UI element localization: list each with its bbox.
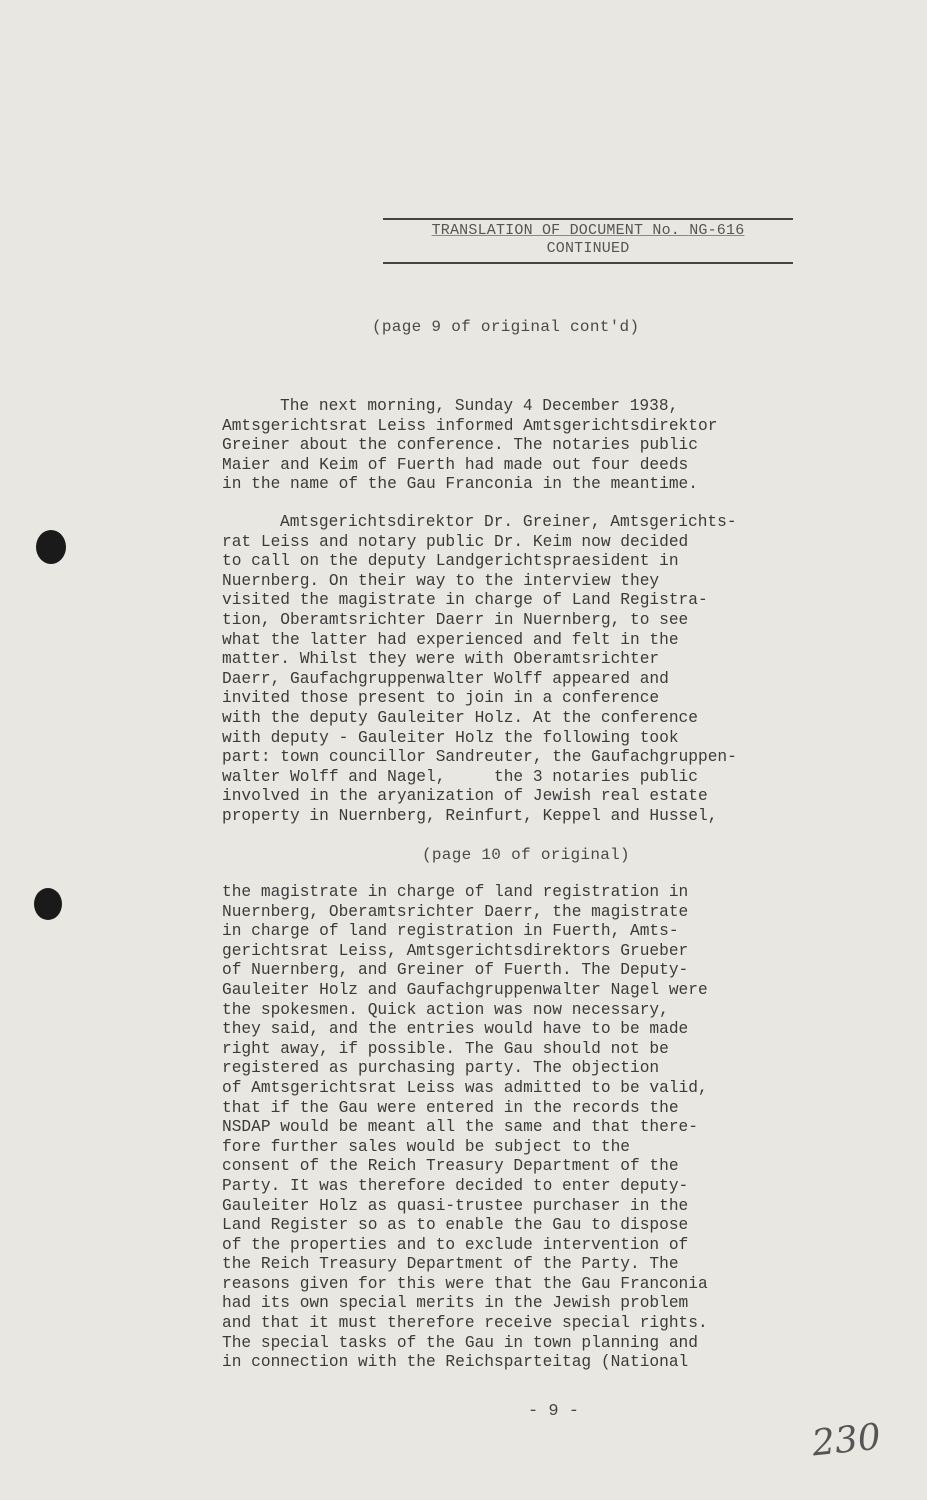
paragraph-line: of the properties and to exclude intervention of bbox=[222, 1235, 689, 1254]
paragraph-line: Nuernberg. On their way to the interview they bbox=[222, 571, 660, 590]
paragraph-line: registered as purchasing party. The objection bbox=[222, 1059, 660, 1078]
paragraph-line: fore further sales would be subject to the bbox=[222, 1137, 630, 1156]
title-line-2: CONTINUED bbox=[383, 240, 793, 264]
paragraph-line: they said, and the entries would have to be made bbox=[222, 1020, 689, 1039]
paragraph-line: in the name of the Gau Franconia in the meantime. bbox=[222, 475, 698, 494]
punch-hole-bottom bbox=[34, 888, 62, 920]
paragraph-line: property in Nuernberg, Reinfurt, Keppel and Hussel, bbox=[222, 806, 718, 825]
paragraph-line: Amtsgerichtsdirektor Dr. Greiner, Amtsgerichts- bbox=[280, 513, 737, 531]
paragraph-line: had its own special merits in the Jewish problem bbox=[222, 1294, 689, 1313]
paragraph-line: the Reich Treasury Department of the Party. The bbox=[222, 1255, 679, 1274]
paragraph-line: Nuernberg, Oberamtsrichter Daerr, the magistrate bbox=[222, 902, 689, 921]
paragraph-line: Land Register so as to enable the Gau to dispose bbox=[222, 1216, 689, 1235]
page-note-middle: (page 10 of original) bbox=[422, 846, 630, 864]
paragraph-line: The special tasks of the Gau in town planning and bbox=[222, 1333, 698, 1352]
paragraph-line: Party. It was therefore decided to enter deputy- bbox=[222, 1176, 689, 1195]
paragraph-line: the magistrate in charge of land registration in bbox=[222, 883, 689, 901]
paragraph-line: walter Wolff and Nagel, the 3 notaries public bbox=[222, 767, 698, 786]
paragraph-line: right away, if possible. The Gau should not be bbox=[222, 1039, 669, 1058]
paragraph-line: invited those present to join in a conference bbox=[222, 689, 660, 708]
paragraph-line: consent of the Reich Treasury Department of the bbox=[222, 1157, 679, 1176]
paragraph-line: Gauleiter Holz and Gaufachgruppenwalter Nagel were bbox=[222, 980, 708, 999]
paragraph-line: of Amtsgerichtsrat Leiss was admitted to be valid, bbox=[222, 1078, 708, 1097]
paragraph-line: tion, Oberamtsrichter Daerr in Nuernberg, to see bbox=[222, 610, 689, 629]
paragraph-line: Daerr, Gaufachgruppenwalter Wolff appeared and bbox=[222, 669, 669, 688]
paragraph-line: part: town councillor Sandreuter, the Gaufachgruppen- bbox=[222, 748, 737, 767]
paragraph-line: to call on the deputy Landgerichtspraesident in bbox=[222, 552, 679, 571]
paragraph-line: visited the magistrate in charge of Land Registra- bbox=[222, 591, 708, 610]
page-number: - 9 - bbox=[528, 1402, 580, 1421]
page-note-top: (page 9 of original cont'd) bbox=[372, 318, 640, 336]
document-title bbox=[383, 218, 793, 264]
paragraph-line: matter. Whilst they were with Oberamtsrichter bbox=[222, 650, 660, 669]
paragraph-line: Maier and Keim of Fuerth had made out four deeds bbox=[222, 455, 689, 474]
paragraph-3 bbox=[222, 883, 862, 1373]
paragraph-line: rat Leiss and notary public Dr. Keim now decided bbox=[222, 532, 689, 551]
paragraph-line: Gauleiter Holz as quasi-trustee purchaser in the bbox=[222, 1196, 689, 1215]
paragraph-line: NSDAP would be meant all the same and that there- bbox=[222, 1118, 698, 1137]
paragraph-line: gerichtsrat Leiss, Amtsgerichtsdirektors Grueber bbox=[222, 941, 689, 960]
paragraph-line: in connection with the Reichsparteitag (National bbox=[222, 1353, 689, 1372]
paragraph-line: with the deputy Gauleiter Holz. At the conference bbox=[222, 708, 698, 727]
paragraph-line: and that it must therefore receive special rights. bbox=[222, 1314, 708, 1333]
title-line-1: TRANSLATION OF DOCUMENT No. NG-616 bbox=[431, 222, 745, 239]
paragraph-line: Amtsgerichtsrat Leiss informed Amtsgerichtsdirektor bbox=[222, 416, 718, 435]
paragraph-line: of Nuernberg, and Greiner of Fuerth. The Deputy- bbox=[222, 961, 689, 980]
paragraph-2 bbox=[222, 513, 862, 827]
paragraph-line: in charge of land registration in Fuerth, Amts- bbox=[222, 922, 679, 941]
paragraph-line: The next morning, Sunday 4 December 1938, bbox=[280, 397, 679, 415]
punch-hole-top bbox=[36, 530, 66, 564]
paragraph-line: reasons given for this were that the Gau Franconia bbox=[222, 1274, 708, 1293]
handwritten-folio-number: 230 bbox=[810, 1416, 883, 1465]
paragraph-line: Greiner about the conference. The notaries public bbox=[222, 436, 698, 455]
paragraph-line: involved in the aryanization of Jewish real estate bbox=[222, 787, 708, 806]
paragraph-line: what the latter had experienced and felt in the bbox=[222, 630, 679, 649]
paragraph-1 bbox=[222, 397, 862, 495]
paragraph-line: with deputy - Gauleiter Holz the following took bbox=[222, 728, 679, 747]
paragraph-line: the spokesmen. Quick action was now necessary, bbox=[222, 1000, 669, 1019]
paragraph-line: that if the Gau were entered in the records the bbox=[222, 1098, 679, 1117]
